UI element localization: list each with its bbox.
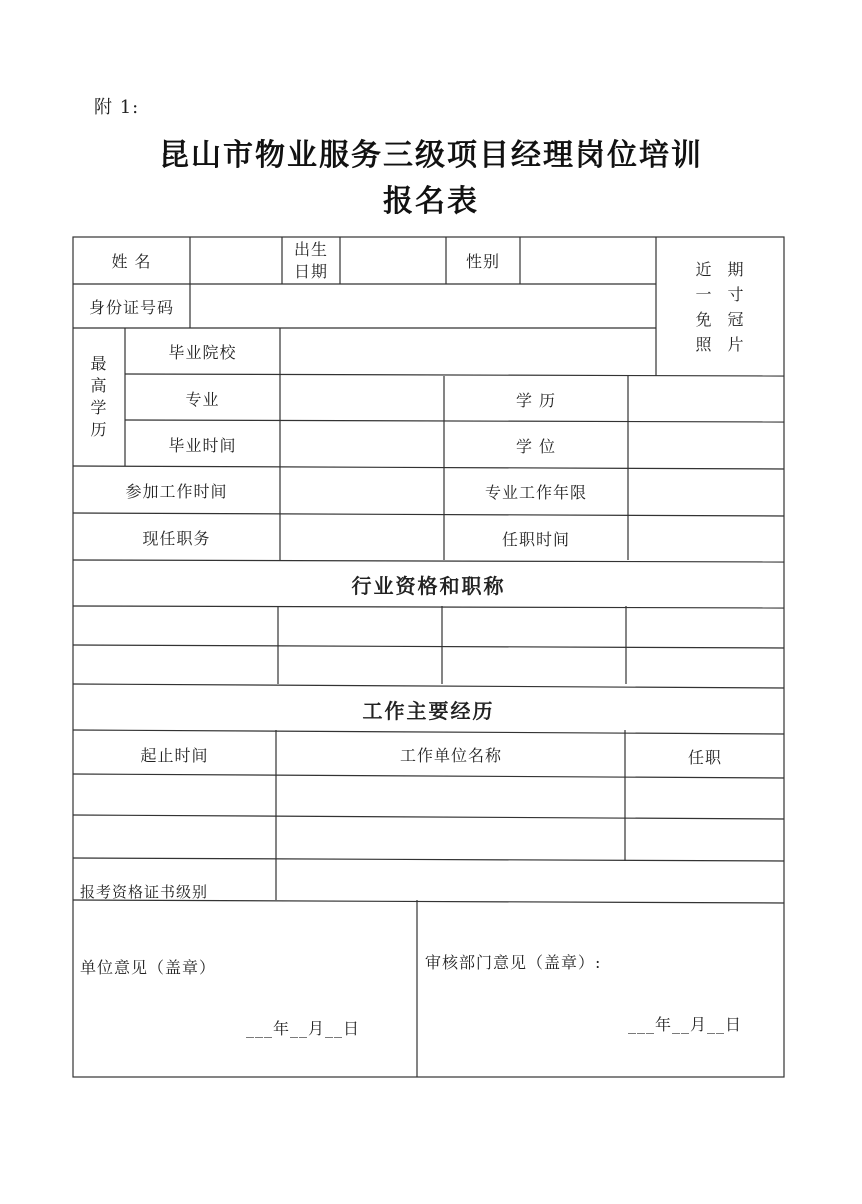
photo-char: 一 — [695, 284, 713, 304]
work-years-field[interactable] — [629, 468, 784, 515]
experience-role-field[interactable] — [626, 778, 784, 818]
name-label: 姓 名 — [111, 252, 152, 271]
photo-box[interactable] — [656, 237, 784, 376]
work-years-label: 专业工作年限 — [484, 483, 587, 502]
highest-education-label — [73, 328, 125, 466]
review-opinion-date: ___年__月__日 — [627, 1014, 742, 1034]
qualification-field[interactable] — [627, 607, 784, 646]
degree-label: 学 位 — [515, 436, 557, 456]
work-start-field[interactable] — [281, 467, 443, 514]
experience-role-header: 任职 — [687, 747, 722, 767]
school-label: 毕业院校 — [168, 343, 237, 362]
qualification-field[interactable] — [73, 647, 278, 685]
qualification-field[interactable] — [73, 607, 278, 646]
edu-char: 学 — [90, 398, 108, 417]
name-field[interactable] — [191, 237, 281, 284]
education-level-field[interactable] — [629, 376, 784, 422]
edu-char: 历 — [90, 420, 108, 439]
review-opinion-label: 审核部门意见（盖章）: — [425, 952, 602, 972]
edu-char: 最 — [90, 354, 108, 373]
certificate-level-field[interactable] — [277, 860, 784, 902]
photo-char: 冠 — [727, 309, 745, 329]
education-level-label: 学 历 — [515, 390, 557, 410]
birth-label-line2: 日期 — [293, 261, 328, 281]
qualification-section-title: 行业资格和职称 — [351, 573, 506, 598]
experience-period-header: 起止时间 — [140, 745, 209, 765]
gender-label: 性别 — [465, 252, 500, 271]
graduation-time-field[interactable] — [281, 421, 443, 467]
work-start-label: 参加工作时间 — [125, 482, 228, 501]
current-position-field[interactable] — [281, 514, 443, 561]
photo-char: 免 — [695, 309, 713, 329]
birth-label — [282, 237, 340, 284]
qualification-field[interactable] — [627, 647, 784, 685]
edu-char: 高 — [90, 376, 108, 395]
experience-role-field[interactable] — [626, 819, 784, 860]
form-title: 昆山市物业服务三级项目经理岗位培训 — [159, 138, 703, 173]
photo-char: 寸 — [727, 284, 745, 304]
photo-instructions — [691, 257, 749, 357]
unit-opinion-label: 单位意见（盖章） — [80, 957, 217, 977]
annex-label: 附 1: — [94, 97, 140, 118]
position-time-field[interactable] — [629, 515, 784, 562]
id-number-field[interactable] — [191, 284, 655, 328]
experience-period-field[interactable] — [73, 818, 276, 859]
major-label: 专业 — [185, 389, 220, 409]
qualification-field[interactable] — [279, 647, 442, 685]
birth-field[interactable] — [341, 237, 445, 284]
gender-field[interactable] — [521, 237, 655, 284]
form-subtitle: 报名表 — [383, 184, 479, 219]
graduation-time-label: 毕业时间 — [168, 435, 237, 455]
experience-employer-field[interactable] — [277, 777, 625, 817]
experience-employer-header: 工作单位名称 — [399, 745, 502, 765]
birth-label-line1: 出生 — [293, 239, 328, 259]
photo-char: 照 — [695, 334, 713, 354]
experience-employer-field[interactable] — [277, 818, 625, 859]
degree-field[interactable] — [629, 422, 784, 468]
qualification-field[interactable] — [443, 607, 626, 646]
qualification-field[interactable] — [443, 647, 626, 685]
unit-opinion-date: ___年__月__日 — [245, 1018, 360, 1038]
photo-char: 片 — [727, 334, 745, 354]
photo-char: 近 — [695, 259, 713, 279]
qualification-field[interactable] — [279, 607, 442, 646]
school-field[interactable] — [281, 328, 655, 375]
photo-char: 期 — [727, 259, 745, 279]
experience-section-title: 工作主要经历 — [362, 698, 495, 723]
id-number-label: 身份证号码 — [88, 297, 174, 317]
position-time-label: 任职时间 — [501, 530, 570, 549]
current-position-label: 现任职务 — [142, 529, 211, 548]
experience-period-field[interactable] — [73, 777, 276, 817]
certificate-level-label: 报考资格证书级别 — [80, 883, 209, 901]
major-field[interactable] — [281, 375, 443, 421]
